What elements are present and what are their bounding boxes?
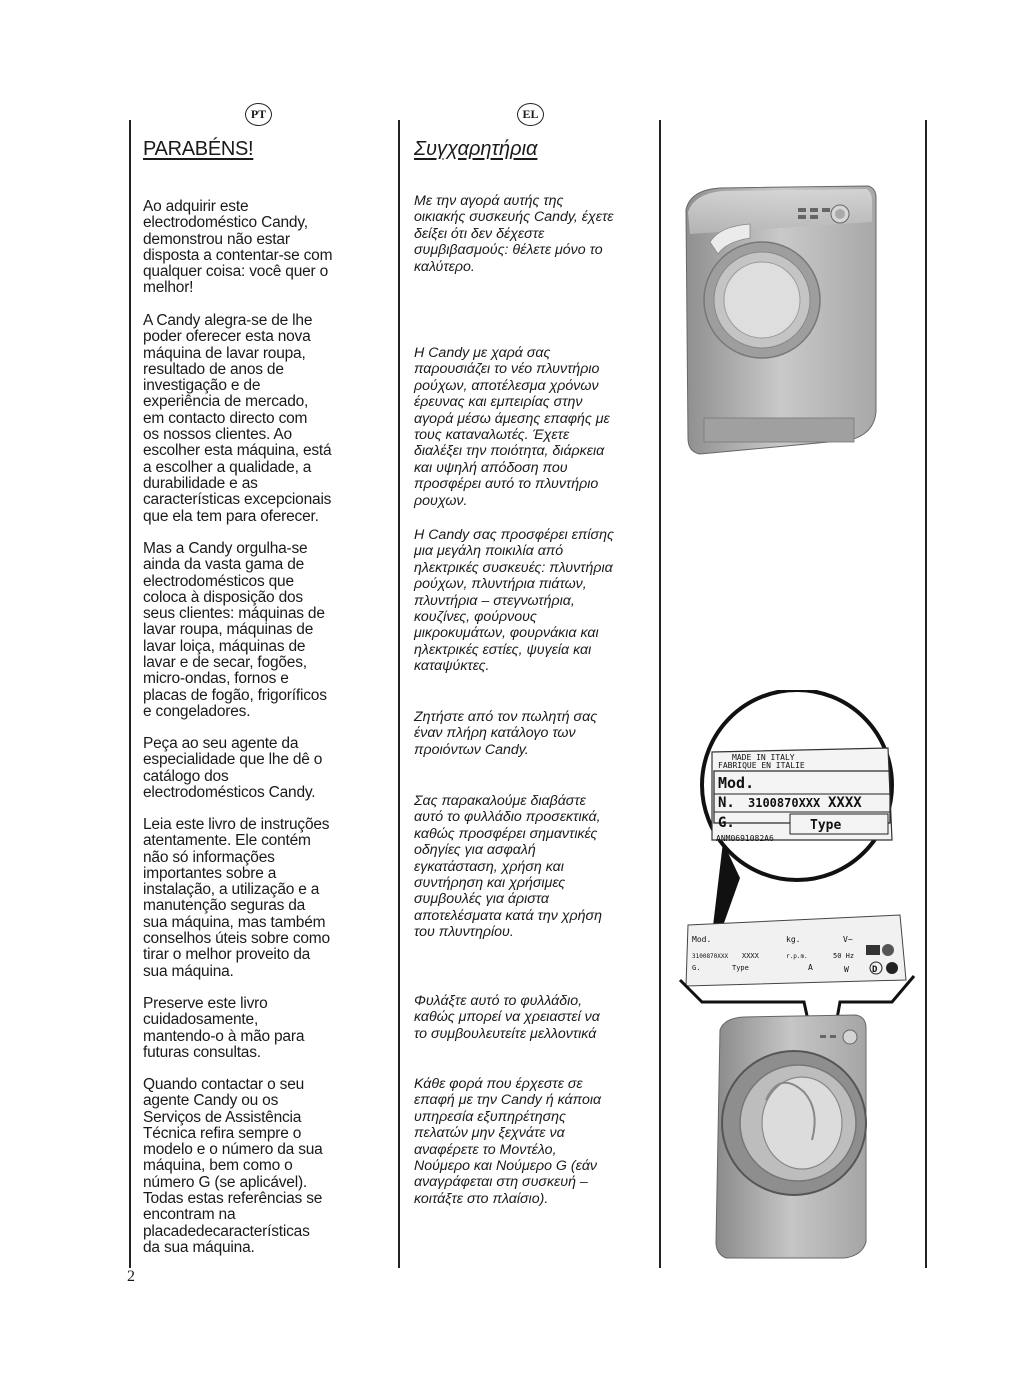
plate-hz: 50 Hz <box>833 952 855 960</box>
el-paragraph-3: Η Candy σας προσφέρει επίσης μια μεγάλη ποικιλία από ηλεκτρικές συσκευές: πλυντήρια ρούχων, πλυντήρια πιάτων, πλυντήρια – στεγνωτήρια, κουζίνες, φούρνους μικροκυμάτων, φουρνάκια και ηλεκτρικές εστίες, ψυγεία και καταψύκτες. <box>414 527 614 675</box>
language-badge-el: EL <box>517 103 544 126</box>
plate-a: A <box>808 963 813 972</box>
plate-small-serial: 3100870XXX <box>692 953 729 960</box>
pt-paragraph-5: Leia este livro de instruções atentamente. Ele contém não só informações importantes sobre a instalação, a utilização e a manutenção seguras da sua máquina, mas também conselhos úteis sobre como tirar o melhor proveito da sua máquina. <box>143 816 330 980</box>
el-paragraph-5: Σας παρακαλούμε διαβάστε αυτό το φυλλάδιο προσεκτικά, καθώς προσφέρει σημαντικές οδηγίες για ασφαλή εγκατάσταση, χρήση και συντήρηση και χρήσιμες συμβουλές για άριστα αποτελέσματα κατά την χρήση του πλυντηρίου. <box>414 793 602 941</box>
pt-paragraph-6: Preserve este livro cuidadosamente, mantendo-o à mão para futuras consultas. <box>143 995 305 1061</box>
plate-code: ANM0691082A6 <box>716 834 774 843</box>
washing-machine-illustration <box>680 182 880 462</box>
plate-small-serial-suffix: XXXX <box>742 952 759 960</box>
plate-g-label: G. <box>718 815 735 831</box>
pt-paragraph-1: Ao adquirir este electrodoméstico Candy, demonstrou não estar disposta a contentar-se com qualquer coisa: você quer o melhor! <box>143 198 333 297</box>
plate-mod-label: Mod. <box>718 774 755 792</box>
plate-small-g: G. <box>692 964 701 972</box>
page-number: 2 <box>127 1268 135 1285</box>
pt-paragraph-7: Quando contactar o seu agente Candy ou os Serviços de Assistência Técnica refira sempre o modelo e o número da sua máquina, bem como o número G (se aplicável). Todas estas referências se encontram na placadedecaracterísticas da sua máquina. <box>143 1076 323 1256</box>
el-paragraph-7: Κάθε φορά που έρχεστε σε επαφή με την Candy ή κάποια υπηρεσία εξυπηρέτησης πελατών μην ξεχνάτε να αναφέρετε το Μοντέλο, Νούμερο και Νούμερο G (εάν αναγράφεται στη συσκευή – κοιτάξτε στο πλαίσιο). <box>414 1076 602 1207</box>
language-badge-pt: PT <box>245 103 272 126</box>
rating-plate-illustration <box>670 690 925 1260</box>
plate-serial-suffix: XXXX <box>828 795 862 811</box>
plate-rpm: r.p.m. <box>786 953 808 960</box>
pt-paragraph-2: A Candy alegra-se de lhe poder oferecer esta nova máquina de lavar roupa, resultado de anos de investigação e de experiência de mercado, em contacto directo com os nossos clientes. Ao escolher esta máquina, está a escolher a qualidade, a durabilidade e as características excepcionais que ela tem para oferecer. <box>143 312 332 525</box>
plate-fabrique: FABRIQUE EN ITALIE <box>718 761 805 770</box>
el-paragraph-2: Η Candy με χαρά σας παρουσιάζει το νέο πλυντήριο ρούχων, αποτέλεσμα χρόνων έρευνας και εμπειρίας στην αγορά μέσω άμεσης επαφής με τους καταναλωτές. Έχετε διαλέξει την ποιότητα, διάρκεια και υψηλή απόδοση που προσφέρει αυτό το πλυντήριο ρουχων. <box>414 345 610 509</box>
plate-d-mark: D <box>872 965 878 975</box>
heading-pt: PARABÉNS! <box>143 138 254 160</box>
plate-n-label: N. <box>718 795 735 811</box>
el-paragraph-6: Φυλάξτε αυτό το φυλλάδιο, καθώς μπορεί να χρειαστεί να το συμβουλευτείτε μελλοντικά <box>414 993 600 1042</box>
heading-el: Συγχαρητήρια <box>414 138 538 160</box>
plate-type-label: Type <box>810 818 842 833</box>
plate-small-type: Type <box>732 964 749 972</box>
plate-kg: kg. <box>786 935 801 944</box>
pt-paragraph-3: Mas a Candy orgulha-se ainda da vasta gama de electrodomésticos que coloca à disposição dos seus clientes: máquinas de lavar roupa, máquinas de lavar loiça, máquinas de lavar e de secar, fogões, micro-ondas, fornos e placas de fogão, frigoríficos e congeladores. <box>143 540 327 720</box>
plate-w: W <box>844 965 849 974</box>
column-rule-far-right <box>925 120 927 1268</box>
pt-paragraph-4: Peça ao seu agente da especialidade que lhe dê o catálogo dos electrodomésticos Candy. <box>143 735 323 801</box>
el-paragraph-4: Ζητήστε από τον πωλητή σας έναν πλήρη κατάλογο των προιόντων Candy. <box>414 709 598 758</box>
column-rule-right <box>659 120 661 1268</box>
column-rule-middle <box>398 120 400 1268</box>
plate-small-mod: Mod. <box>692 935 712 944</box>
el-paragraph-1: Με την αγορά αυτής της οικιακής συσκευής Candy, έχετε δείξει ότι δεν δέχεστε συμβιβασμούς: θέλετε μόνο το καλύτερο. <box>414 193 614 275</box>
plate-v: V~ <box>843 935 853 944</box>
column-rule-left <box>129 120 131 1268</box>
plate-made-in: MADE IN ITALY <box>732 753 795 762</box>
plate-serial: 3100870XXX <box>748 796 821 810</box>
